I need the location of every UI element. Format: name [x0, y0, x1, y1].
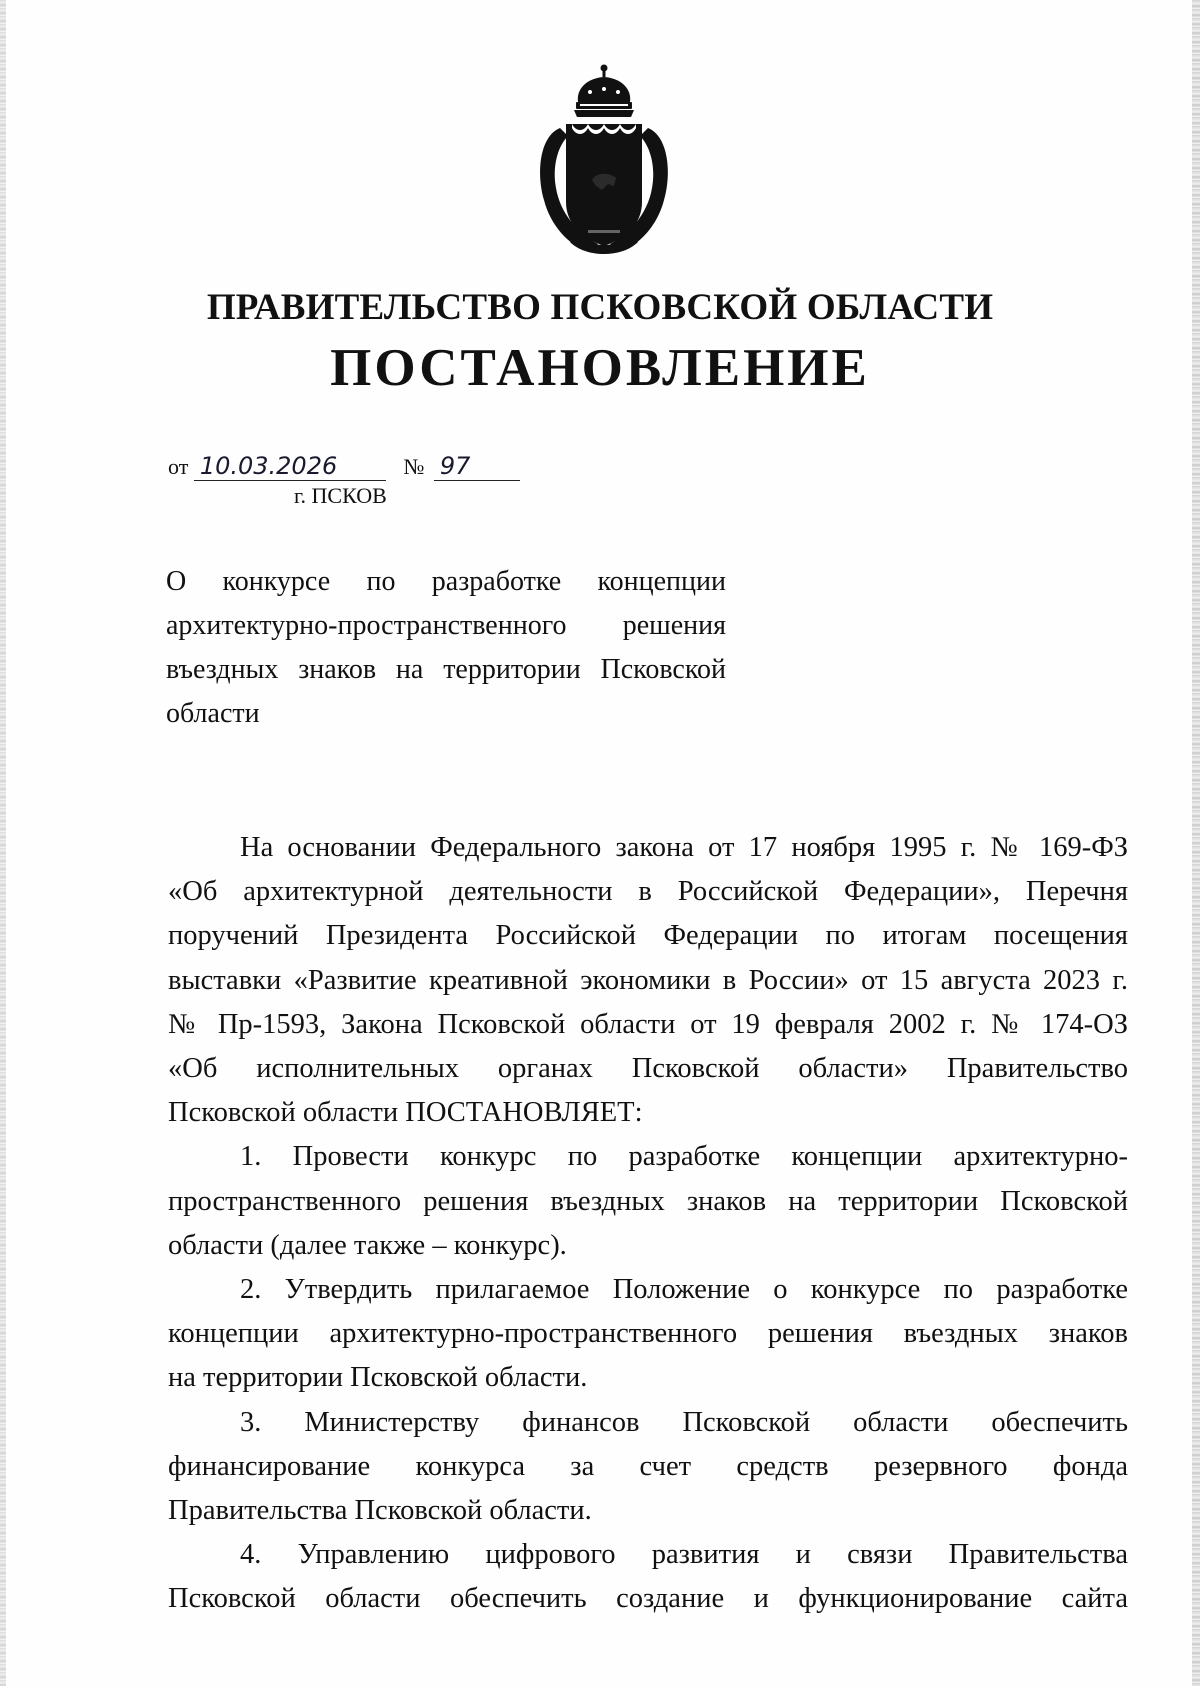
item-line: пространственного решения въездных знаков на территории Псковской — [168, 1185, 1128, 1217]
date-label: от — [168, 454, 189, 479]
subject-line: области — [166, 698, 260, 729]
item-line: 1. Провести конкурс по разработке концепции архитектурно- — [240, 1141, 1128, 1173]
item-line: 2. Утвердить прилагаемое Положение о конкурсе по разработке — [240, 1274, 1128, 1306]
preamble-line: выставки «Развитие креативной экономики в России» от 15 августа 2023 г. — [168, 964, 1128, 996]
handwritten-number: 97 — [434, 452, 520, 481]
preamble-line: На основании Федерального закона от 17 ноября 1995 г. № 169-ФЗ — [240, 832, 1128, 863]
item-line: концепции архитектурно-пространственного решения въездных знаков — [168, 1318, 1128, 1350]
item-line: области (далее также – конкурс). — [168, 1229, 567, 1261]
document-type-title: ПОСТАНОВЛЕНИЕ — [330, 339, 870, 397]
preamble-line: Псковской области ПОСТАНОВЛЯЕТ: — [168, 1097, 643, 1129]
item-line: финансирование конкурса за счет средств резервного фонда — [168, 1450, 1128, 1482]
item-line: на территории Псковской области. — [168, 1362, 588, 1394]
number-label: № — [403, 454, 425, 479]
preamble-line: «Об исполнительных органах Псковской области» Правительство — [168, 1053, 1128, 1085]
scan-edge-left — [0, 0, 6, 1686]
item-line: 4. Управлению цифрового развития и связи Правительства — [240, 1539, 1128, 1571]
organization-name: ПРАВИТЕЛЬСТВО ПСКОВСКОЙ ОБЛАСТИ — [206, 287, 994, 328]
subject-line: въездных знаков на территории Псковской — [166, 654, 726, 685]
document-subject — [166, 560, 726, 736]
scan-edge-right — [1192, 0, 1200, 1686]
preamble-line: поручений Президента Российской Федерации по итогам посещения — [168, 920, 1128, 952]
subject-line: О конкурсе по разработке концепции — [166, 566, 726, 597]
item-line: Псковской области обеспечить создание и функционирование сайта — [168, 1583, 1128, 1615]
handwritten-date: 10.03.2026 — [194, 452, 386, 481]
city-label: г. ПСКОВ — [294, 483, 387, 508]
subject-line: архитектурно-пространственного решения — [166, 610, 726, 641]
item-line: Правительства Псковской области. — [168, 1495, 592, 1527]
document-requisites — [168, 452, 520, 481]
coat-of-arms-icon — [530, 62, 678, 262]
document-body — [168, 826, 1128, 1622]
item-line: 3. Министерству финансов Псковской области обеспечить — [240, 1406, 1128, 1438]
preamble-line: «Об архитектурной деятельности в Российской Федерации», Перечня — [168, 876, 1128, 908]
preamble-line: № Пр-1593, Закона Псковской области от 19 февраля 2002 г. № 174-ОЗ — [168, 1008, 1128, 1040]
